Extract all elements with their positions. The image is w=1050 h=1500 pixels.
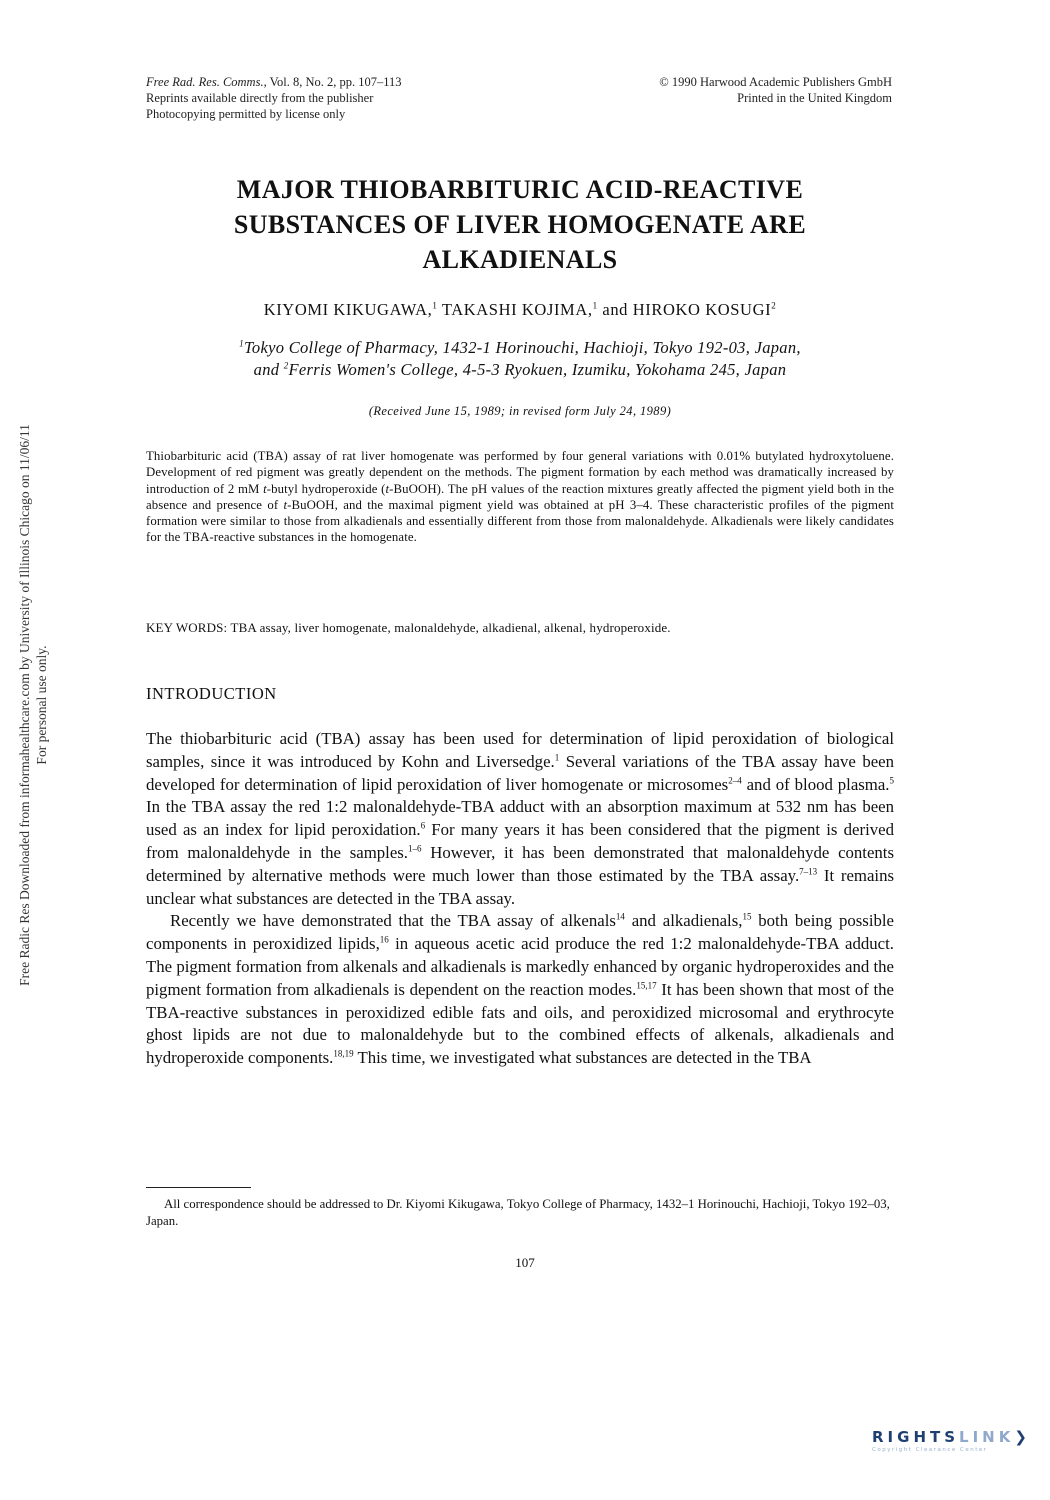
key-words: KEY WORDS: TBA assay, liver homogenate, malonaldehyde, alkadienal, alkenal, hydroperoxide.	[146, 620, 671, 635]
rightslink-arrow-icon: ❯	[1014, 1428, 1031, 1446]
title-line: MAJOR THIOBARBITURIC ACID-REACTIVE	[236, 175, 804, 204]
body-paragraph: Recently we have demonstrated that the TBA assay of alkenals$^{14}$ and alkadienals,$^{15}$ both being possible components in peroxidized lipids,$^{16}$ in aqueous acetic acid produce the red 1:2 malonaldehyde-TBA adduct. The pigment formation from alkenals and alkadienals is markedly enhanced by organic hydroperoxides and the pigment formation from alkadienals is dependent on the reaction modes.$^{15,17}$ It has been shown that most of the TBA-reactive substances in peroxidized edible fats and oils, and peroxidized microsomal and erythrocyte ghost lipids are not due to malonaldehyde but to the combined effects of alkenals, alkadienals and hydroperoxide components.$^{18,19}$ This time, we investigated what substances are detected in the TBA	[146, 911, 894, 1068]
affiliation-1: $^1$Tokyo College of Pharmacy, 1432-1 Horinouchi, Hachioji, Tokyo 192-03, Japan,	[239, 338, 801, 357]
author-affil-mark: 1	[592, 300, 598, 311]
reference-mark: 7–13	[799, 866, 818, 877]
title-line: ALKADIENALS	[422, 245, 618, 274]
reference-mark: 1–6	[408, 843, 422, 854]
reference-mark: 14	[615, 911, 625, 922]
affiliations	[140, 337, 900, 381]
reference-mark: 6	[420, 820, 426, 831]
received-dates: (Received June 15, 1989; in revised form July 24, 1989)	[368, 404, 672, 418]
download-watermark-line2: For personal use only.	[34, 645, 49, 765]
body-paragraph: The thiobarbituric acid (TBA) assay has been used for determination of lipid peroxidation of biological samples, since it was introduced by Kohn and Liversedge.$^1$ Several variations of the TBA assay have been developed for determination of lipid peroxidation of liver homogenate or microsomes$^{2-4}$ and of blood plasma.$^5$ In the TBA assay the red 1:2 malonaldehyde-TBA adduct with an absorption maximum at 532 nm has been used as an index for lipid peroxidation.$^6$ For many years it has been considered that the pigment is derived from malonaldehyde in the samples.$^{1-6}$ However, it has been demonstrated that malonaldehyde contents determined by alternative methods were much lower than those estimated by the TBA assay.$^{7-13}$ It remains unclear what substances are detected in the TBA assay.	[146, 729, 894, 908]
reference-mark: 16	[379, 934, 389, 945]
rightslink-wordmark: RIGHTSLINK❯	[872, 1428, 1031, 1446]
download-watermark-line1: Free Radic Res Downloaded from informahealthcare.com by University of Illinois Chicago on 11/06/11	[17, 424, 32, 986]
reference-mark: 2–4	[728, 775, 742, 785]
rightslink-subtitle: Copyright Clearance Center	[872, 1447, 988, 1453]
correspondence-footnote: All correspondence should be addressed to Dr. Kiyomi Kikugawa, Tokyo College of Pharmacy, 1432–1 Horinouchi, Hachioji, Tokyo 192–03, Japan.	[146, 1197, 890, 1228]
author-affil-mark: 1	[432, 300, 438, 311]
author-name: TAKASHI KOJIMA,	[437, 300, 593, 319]
author-name: and HIROKO KOSUGI	[597, 300, 772, 319]
abstract: Thiobarbituric acid (TBA) assay of rat liver homogenate was performed by four general variations with 0.01% butylated hydroxytoluene. Development of red pigment was greatly dependent on the methods. The pigment formation by each method was dramatically increased by introduction of 2 mM t-butyl hydroperoxide (t-BuOOH). The pH values of the reaction mixtures greatly affected the pigment yield both in the absence and presence of t-BuOOH, and the maximal pigment yield was obtained at pH 3–4. These characteristic profiles of the pigment formation were similar to those from alkadienals and essentially different from those from malonaldehyde. Alkadienals were likely candidates for the TBA-reactive substances in the homogenate.	[146, 449, 895, 545]
page-number: 107	[515, 1255, 535, 1270]
paper-title	[140, 172, 900, 277]
author-name: KIYOMI KIKUGAWA,	[263, 300, 433, 319]
reference-mark: 15,17	[636, 980, 657, 991]
rightslink-logo[interactable]	[872, 1428, 1032, 1453]
affiliation-2: and $^2$Ferris Women's College, 4-5-3 Ryokuen, Izumiku, Yokohama 245, Japan	[253, 360, 787, 379]
author-list	[140, 300, 900, 320]
footnote-divider	[146, 1187, 251, 1188]
printed-line: Printed in the United Kingdom	[737, 91, 892, 105]
reference-mark: 15	[742, 911, 752, 922]
copyright-line: © 1990 Harwood Academic Publishers GmbH	[659, 75, 892, 89]
reference-mark: 5	[889, 775, 894, 785]
photocopying-line: Photocopying permitted by license only	[146, 107, 346, 121]
publisher-info	[659, 74, 892, 106]
author-affil-mark: 2	[771, 300, 777, 311]
download-watermark	[16, 325, 50, 1085]
reference-mark: 18,19	[333, 1048, 354, 1059]
journal-citation	[146, 74, 402, 122]
citation-line: Free Rad. Res. Comms., Vol. 8, No. 2, pp. 107–113	[146, 75, 402, 89]
reference-mark: 1	[554, 752, 560, 763]
reprints-line: Reprints available directly from the publisher	[146, 91, 374, 105]
introduction-body	[146, 728, 894, 1070]
title-line: SUBSTANCES OF LIVER HOMOGENATE ARE	[233, 210, 807, 239]
section-heading-introduction: INTRODUCTION	[146, 684, 277, 703]
